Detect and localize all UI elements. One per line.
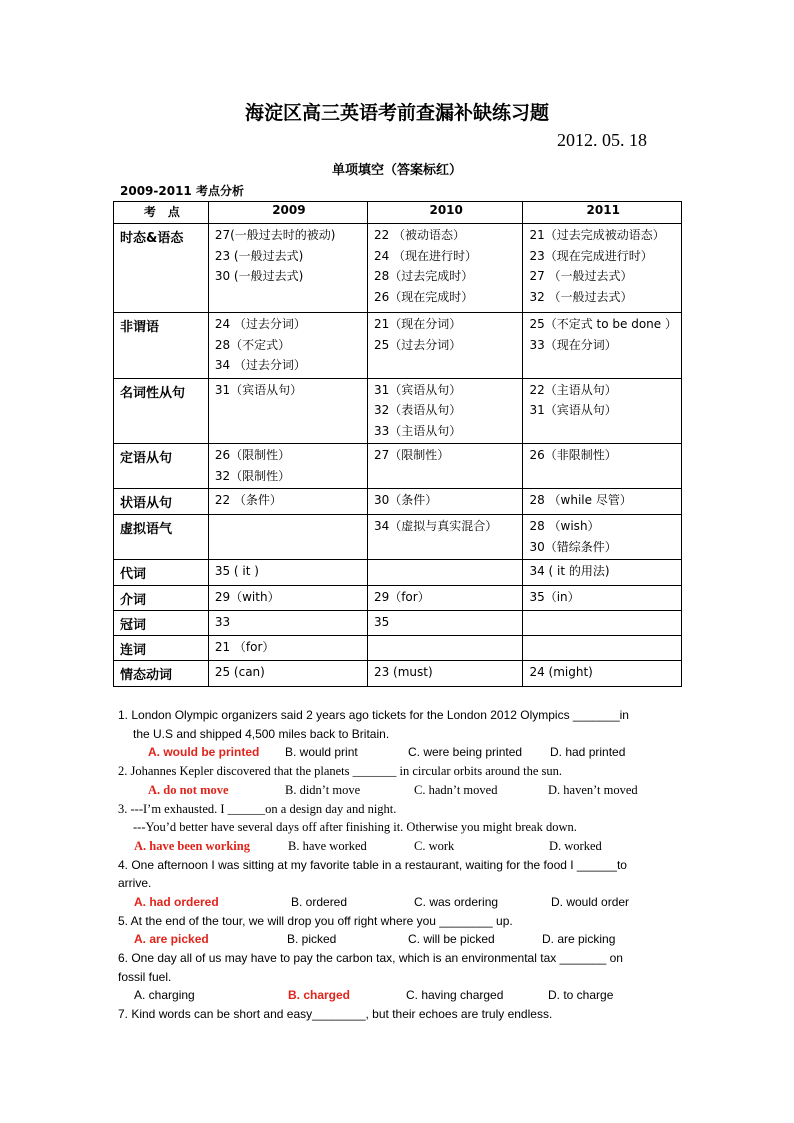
exam-point-entry: 28（不定式） xyxy=(214,337,291,352)
answer-options xyxy=(118,893,678,912)
correct-answer-option: A. do not move xyxy=(148,782,229,797)
exam-point-entry: 23 (一般过去式) xyxy=(214,248,304,263)
year-cell-2010 xyxy=(367,611,523,636)
exam-point-entry: 24 (might) xyxy=(529,665,593,679)
exam-point-entry: 34（虚拟与真实混合） xyxy=(373,519,498,533)
exam-point-entry: 24 （过去分词） xyxy=(214,317,306,331)
answer-option: C. having charged xyxy=(406,988,504,1002)
year-cell-2011 xyxy=(523,560,682,586)
year-cell-2011 xyxy=(523,224,682,313)
question-item xyxy=(118,912,678,950)
exam-point-entry: 21（过去完成被动语态） xyxy=(529,228,665,242)
exam-point-entry: 28 （while 尽管） xyxy=(529,493,632,507)
answer-option: D. would order xyxy=(551,894,630,909)
exam-point-entry: 32（限制性） xyxy=(214,468,291,483)
question-item xyxy=(118,1005,678,1024)
table-row xyxy=(114,313,682,379)
topic-cell: 代词 xyxy=(114,560,209,586)
table-row xyxy=(114,560,682,586)
topic-cell: 冠词 xyxy=(114,611,209,636)
exam-point-entry: 25（过去分词） xyxy=(373,337,462,352)
table-row xyxy=(114,489,682,515)
question-item xyxy=(118,949,678,1005)
year-cell-2009 xyxy=(208,515,367,560)
year-cell-2011 xyxy=(523,515,682,560)
question-item xyxy=(118,856,678,912)
answer-options xyxy=(118,781,678,800)
year-cell-2010 xyxy=(367,661,523,687)
topic-cell: 名词性从句 xyxy=(114,378,209,444)
header-2010: 2010 xyxy=(367,202,523,224)
answer-option: B. have worked xyxy=(288,838,367,853)
answer-option: D. to charge xyxy=(548,988,614,1002)
exam-point-entry: 32 （一般过去式） xyxy=(529,289,633,304)
exam-point-entry: 25（不定式 to be done ） xyxy=(529,317,677,331)
year-cell-2010 xyxy=(367,586,523,611)
exam-point-entry: 31（宾语从句） xyxy=(214,382,303,397)
topic-cell: 连词 xyxy=(114,636,209,661)
year-cell-2011 xyxy=(523,636,682,661)
exam-point-entry: 30（错综条件） xyxy=(529,539,617,554)
year-cell-2009 xyxy=(208,586,367,611)
exam-point-entry: 21 （for） xyxy=(214,640,275,654)
table-row xyxy=(114,611,682,636)
document-date: 2012. 05. 18 xyxy=(557,130,647,150)
exam-point-entry: 31（宾语从句） xyxy=(373,382,462,397)
header-2009: 2009 xyxy=(208,202,367,224)
year-cell-2011 xyxy=(523,313,682,379)
year-cell-2009 xyxy=(208,313,367,379)
exam-point-entry: 35（in） xyxy=(529,590,580,604)
topic-cell: 介词 xyxy=(114,586,209,611)
exam-point-entry: 22（主语从句） xyxy=(529,382,617,397)
exam-point-entry: 24 （现在进行时） xyxy=(373,248,478,263)
table-row xyxy=(114,661,682,687)
exam-point-entry: 33 xyxy=(214,615,231,629)
correct-answer-option: A. have been working xyxy=(134,838,250,853)
correct-answer-option: B. charged xyxy=(288,988,351,1002)
question-stem: 3. ---I’m exhausted. I ______on a design day and night. xyxy=(118,801,397,816)
document-title: 海淀区高三英语考前查漏补缺练习题 xyxy=(244,102,549,124)
correct-answer-option: A. had ordered xyxy=(134,894,219,909)
year-cell-2009 xyxy=(208,560,367,586)
year-cell-2011 xyxy=(523,661,682,687)
year-cell-2010 xyxy=(367,313,523,379)
correct-answer-option: A. would be printed xyxy=(148,745,260,759)
year-cell-2009 xyxy=(208,378,367,444)
answer-option: C. will be picked xyxy=(408,932,495,946)
exam-point-entry: 32（表语从句） xyxy=(373,403,462,417)
header-topic: 考 点 xyxy=(114,202,209,224)
year-cell-2010 xyxy=(367,560,523,586)
exam-point-entry: 26（限制性） xyxy=(214,448,291,462)
topic-cell: 定语从句 xyxy=(114,444,209,489)
exam-point-entry: 34 （过去分词） xyxy=(214,358,306,372)
question-item xyxy=(118,762,678,800)
year-cell-2010 xyxy=(367,378,523,444)
year-cell-2009 xyxy=(208,444,367,489)
answer-option: D. are picking xyxy=(542,932,616,946)
exam-point-entry: 30 (一般过去式) xyxy=(214,269,304,283)
exam-point-entry: 28 （wish） xyxy=(529,519,600,533)
table-row xyxy=(114,636,682,661)
year-cell-2011 xyxy=(523,611,682,636)
exam-point-entry: 35 ( it ) xyxy=(214,564,259,578)
year-cell-2009 xyxy=(208,636,367,661)
answer-option: C. was ordering xyxy=(414,894,499,909)
topic-cell: 虚拟语气 xyxy=(114,515,209,560)
answer-option: D. worked xyxy=(549,838,602,853)
answer-option: C. work xyxy=(414,838,455,853)
year-cell-2009 xyxy=(208,661,367,687)
correct-answer-option: A. are picked xyxy=(134,932,209,946)
exam-point-entry: 31（宾语从句） xyxy=(529,403,617,417)
question-stem-continued: the U.S and shipped 4,500 miles back to Britain. xyxy=(133,726,390,741)
answer-option: D. haven’t moved xyxy=(548,782,638,797)
table-body xyxy=(114,224,682,687)
answer-option: C. hadn’t moved xyxy=(414,782,498,797)
table-header-row xyxy=(114,202,682,224)
exam-point-entry: 27(一般过去时的被动) xyxy=(214,228,336,242)
exam-point-entry: 23（现在完成进行时） xyxy=(529,248,653,263)
answer-option: B. didn’t move xyxy=(285,782,361,797)
exam-point-entry: 23 (must) xyxy=(373,665,433,679)
question-list xyxy=(118,706,678,1024)
year-cell-2009 xyxy=(208,489,367,515)
exam-point-entry: 29（with） xyxy=(214,590,280,604)
question-dialogue-line: ---You’d better have several days off after finishing it. Otherwise you might break down. xyxy=(133,820,577,834)
exam-point-entry: 22 （条件） xyxy=(214,493,282,507)
question-stem: 6. One day all of us may have to pay the carbon tax, which is an environmental tax _______ on xyxy=(118,951,623,965)
exam-point-entry: 33（现在分词） xyxy=(529,337,617,352)
year-cell-2011 xyxy=(523,489,682,515)
exam-point-entry: 26（现在完成时） xyxy=(373,289,474,304)
exam-point-entry: 29（for） xyxy=(373,590,430,604)
exam-point-entry: 34 ( it 的用法) xyxy=(529,564,610,578)
exam-point-analysis-table xyxy=(113,201,682,687)
question-stem: 2. Johannes Kepler discovered that the planets _______ in circular orbits around the sun. xyxy=(118,764,562,778)
topic-cell: 状语从句 xyxy=(114,489,209,515)
year-cell-2010 xyxy=(367,224,523,313)
exam-point-entry: 28（过去完成时） xyxy=(373,269,474,283)
exam-point-entry: 30（条件） xyxy=(373,493,438,507)
topic-cell: 时态&语态 xyxy=(114,224,209,313)
year-cell-2009 xyxy=(208,611,367,636)
section-subtitle: 单项填空（答案标红） xyxy=(331,163,462,178)
answer-options xyxy=(118,930,678,949)
question-stem-continued: arrive. xyxy=(118,876,152,890)
answer-option: B. ordered xyxy=(291,894,348,909)
year-cell-2010 xyxy=(367,515,523,560)
year-cell-2011 xyxy=(523,378,682,444)
answer-option: B. picked xyxy=(287,932,337,946)
table-caption: 2009-2011 考点分析 xyxy=(120,184,244,198)
exam-point-entry: 26（非限制性） xyxy=(529,448,617,462)
answer-options xyxy=(118,743,678,762)
answer-options xyxy=(118,986,678,1005)
year-cell-2010 xyxy=(367,489,523,515)
answer-option: A. charging xyxy=(134,988,195,1002)
topic-cell: 非谓语 xyxy=(114,313,209,379)
answer-option: B. would print xyxy=(285,745,358,759)
year-cell-2010 xyxy=(367,444,523,489)
exam-point-entry: 22 （被动语态） xyxy=(373,228,466,242)
exam-point-entry: 27（限制性） xyxy=(373,448,450,462)
exam-point-entry: 27 （一般过去式） xyxy=(529,269,633,283)
year-cell-2011 xyxy=(523,586,682,611)
exam-point-entry: 21（现在分词） xyxy=(373,317,462,331)
exam-point-entry: 25 (can) xyxy=(214,665,265,679)
question-stem: 4. One afternoon I was sitting at my favorite table in a restaurant, waiting for the food I ______to xyxy=(118,857,627,872)
exam-point-entry: 35 xyxy=(373,615,390,629)
topic-cell: 情态动词 xyxy=(114,661,209,687)
table-row xyxy=(114,224,682,313)
answer-option: D. had printed xyxy=(550,745,626,759)
exam-point-entry: 33（主语从句） xyxy=(373,423,462,438)
header-2011: 2011 xyxy=(523,202,682,224)
table-row xyxy=(114,378,682,444)
question-stem: 1. London Olympic organizers said 2 years ago tickets for the London 2012 Olympics _______in xyxy=(118,708,629,722)
question-stem: 7. Kind words can be short and easy________, but their echoes are truly endless. xyxy=(118,1007,553,1021)
table-row xyxy=(114,444,682,489)
question-stem: 5. At the end of the tour, we will drop you off right where you ________ up. xyxy=(118,913,513,928)
answer-options xyxy=(118,837,678,856)
year-cell-2010 xyxy=(367,636,523,661)
answer-option: C. were being printed xyxy=(408,745,523,759)
question-item xyxy=(118,706,678,762)
question-item xyxy=(118,800,678,856)
question-stem-continued: fossil fuel. xyxy=(118,969,172,984)
table-row xyxy=(114,586,682,611)
year-cell-2011 xyxy=(523,444,682,489)
table-row xyxy=(114,515,682,560)
year-cell-2009 xyxy=(208,224,367,313)
